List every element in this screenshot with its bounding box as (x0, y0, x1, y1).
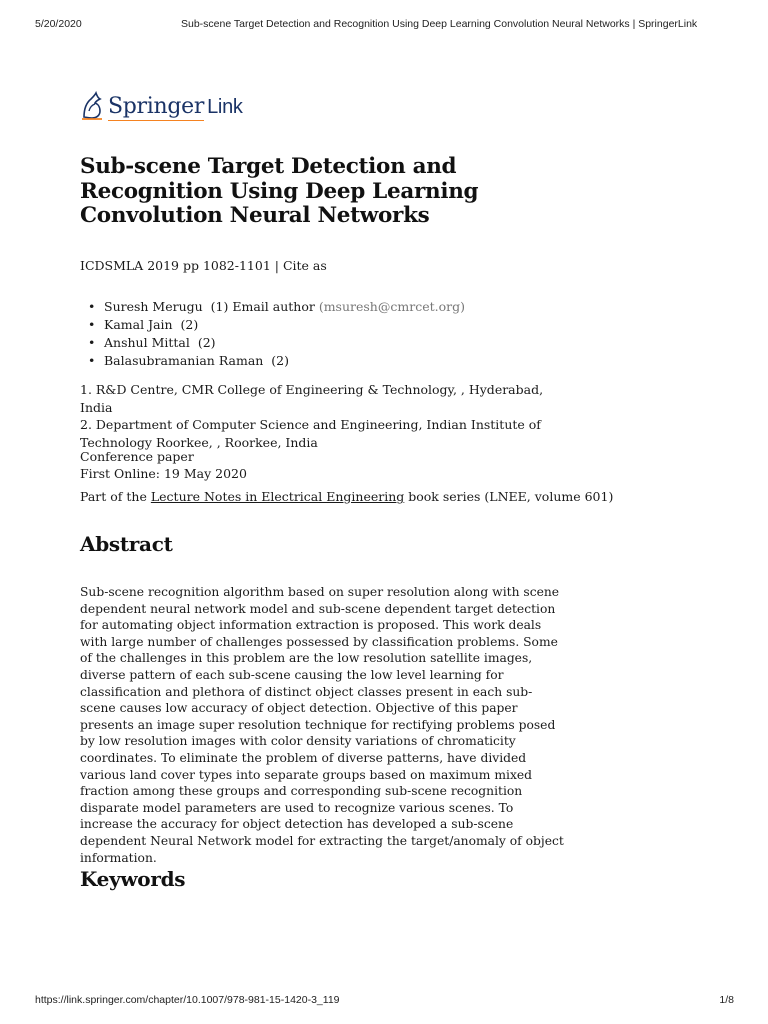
series-link[interactable]: Lecture Notes in Electrical Engineering (150, 489, 405, 504)
part-of-prefix: Part of the (80, 489, 147, 504)
author-email[interactable]: (msuresh@cmrcet.org) (318, 299, 465, 314)
print-url: https://link.springer.com/chapter/10.1007/978-981-15-1420-3_119 (35, 994, 340, 1006)
part-of-suffix: book series (LNEE, volume 601) (408, 489, 614, 504)
book-series (80, 489, 613, 504)
affiliation-item: 2. Department of Computer Science and Engineering, Indian Institute of Technology Roorkee, , Roorkee, India (80, 417, 541, 450)
separator: | (274, 258, 283, 273)
affiliation-item: 1. R&D Centre, CMR College of Engineering & Technology, , Hyderabad, India (80, 382, 544, 415)
print-page-title: Sub-scene Target Detection and Recognition Using Deep Learning Convolution Neural Networks | SpringerLink (181, 18, 698, 30)
author-item (104, 352, 465, 370)
author-item (104, 316, 465, 334)
logo-wordmark (108, 94, 243, 119)
conference-pages: ICDSMLA 2019 pp 1082-1101 (80, 258, 271, 273)
author-name[interactable]: Suresh Merugu (104, 299, 203, 314)
author-name[interactable]: Kamal Jain (104, 317, 173, 332)
print-date: 5/20/2020 (35, 18, 82, 30)
logo-suffix: Link (207, 95, 243, 118)
author-item (104, 334, 465, 352)
keywords-heading: Keywords (80, 867, 186, 891)
cite-as-link[interactable]: Cite as (282, 258, 327, 273)
article-title: Sub-scene Target Detection and Recognition Using Deep Learning Convolution Neural Networks (80, 154, 479, 228)
springerlink-logo[interactable] (80, 88, 243, 124)
logo-brand: Springer (108, 93, 205, 119)
abstract-heading: Abstract (80, 532, 173, 556)
conference-info (80, 258, 327, 273)
author-ref: (2) (180, 317, 199, 332)
publication-meta (80, 448, 247, 482)
content-type: Conference paper (80, 449, 194, 464)
author-ref: (2) (271, 353, 289, 368)
author-list (80, 298, 465, 370)
print-page-number: 1/8 (719, 994, 734, 1006)
author-name[interactable]: Balasubramanian Raman (104, 353, 264, 368)
affiliations (80, 381, 560, 451)
author-item (104, 298, 465, 316)
abstract-text: Sub-scene recognition algorithm based on super resolution along with scene dependent neural network model and sub-scene dependent target detection for automating object information extraction is proposed. This work deals with large number of challenges possessed by classification problems. Some of the challenges in this problem are the low resolution satellite images, diverse pattern of each sub-scene causing the low level learning for classification and plethora of distinct object classes present in each sub-scene causes low accuracy of object detection. Objective of this paper presents an image super resolution technique for rectifying problems posed by low resolution images with color density variations of chromaticity coordinates. To eliminate the problem of diverse patterns, have divided various land cover types into separate groups based on maximum mixed fraction among these groups and corresponding sub-scene recognition disparate model parameters are used to recognize various scenes. To increase the accuracy for object detection has developed a sub-scene dependent Neural Network model for extracting the target/anomaly of object information. (80, 585, 564, 865)
email-author-link[interactable]: Email author (232, 299, 315, 314)
author-ref: (1) (210, 299, 229, 314)
author-name[interactable]: Anshul Mittal (104, 335, 190, 350)
first-online-date: First Online: 19 May 2020 (80, 466, 247, 481)
author-ref: (2) (197, 335, 216, 350)
springer-horse-icon (80, 91, 104, 121)
